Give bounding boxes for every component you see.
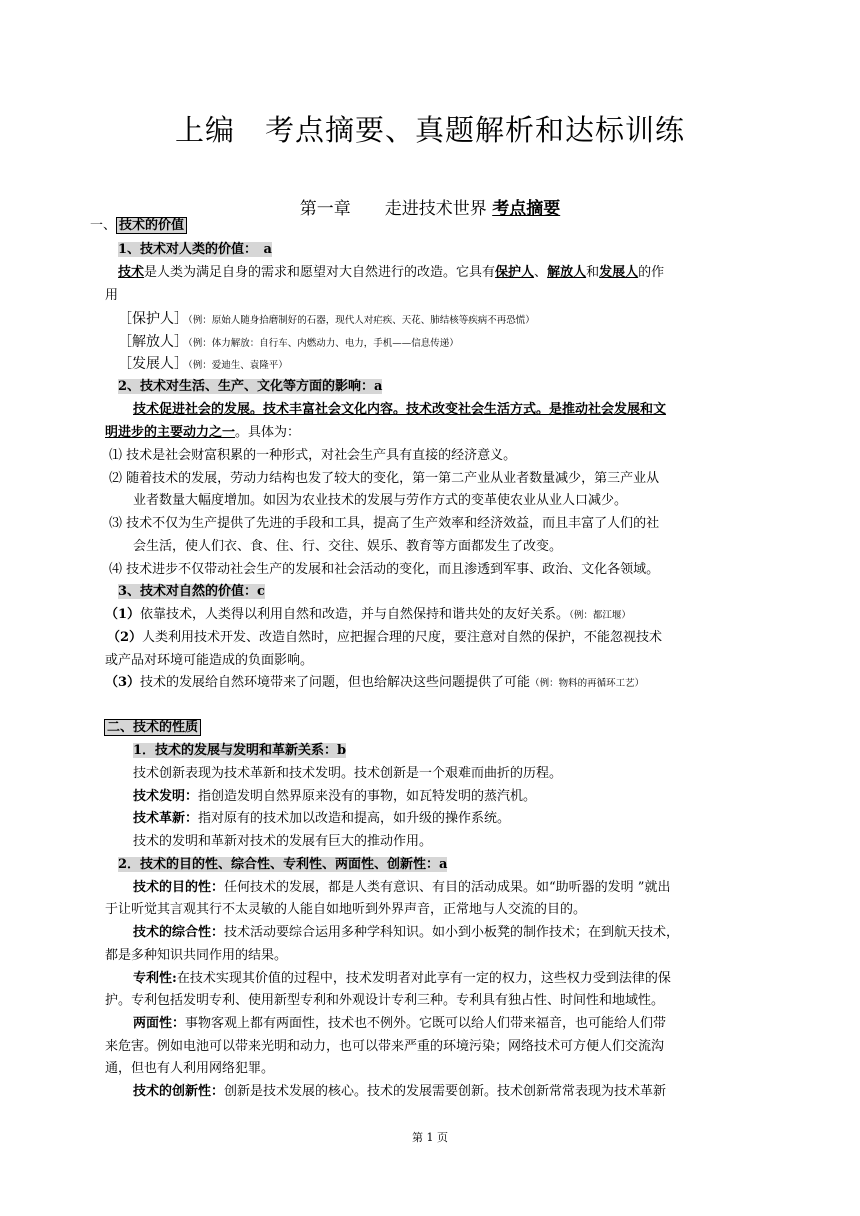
s1-paragraph-1-line-1 xyxy=(118,264,664,282)
text: 任何技术的发展，都是人类有意识、有目的活动成果。如“助听器的发明 ”就出 xyxy=(224,880,671,895)
s1-subheading-1-text: 1、技术对人类的价值： a xyxy=(118,242,272,257)
role-label: ［解放人］ xyxy=(118,334,188,350)
text: 在技术实现其价值的过程中，技术发明者对此享有一定的权力，这些权力受到法律的保 xyxy=(176,971,671,986)
list-text: 随着技术的发展，劳动力结构也发了较大的变化，第一第二产业从业者数量减少，第三产业从 xyxy=(126,471,660,486)
text: 创新是技术发展的核心。技术的发展需要创新。技术创新常常表现为技术革新 xyxy=(224,1084,667,1099)
nature-item-3 xyxy=(105,674,644,693)
s1-paragraph-2-line-1: 技术促进社会的发展。技术丰富社会文化内容。技术改变社会生活方式。是推动社会发展和文 xyxy=(133,402,667,417)
chapter-title: 第一章 走进技术世界 xyxy=(299,199,487,219)
list-item-2-cont: 业者数量大幅度增加。如因为农业技术的发展与劳作方式的变革使农业从业人口减少。 xyxy=(133,493,628,508)
section-1-number: 一、 xyxy=(90,218,117,233)
text: 指创造发明自然界原来没有的事物，如瓦特发明的蒸汽机。 xyxy=(198,789,537,804)
list-text: 技术不仅为生产提供了先进的手段和工具，提高了生产效率和经济效益，而且丰富了人们的社 xyxy=(126,516,660,531)
item-number: （2） xyxy=(107,630,143,645)
term-develop: 发展人 xyxy=(599,265,639,280)
property-purpose xyxy=(133,879,670,897)
text: 技术活动要综合运用多种学科知识。如小到小板凳的制作技术；在到航天技术， xyxy=(224,925,680,940)
s1-subheading-1 xyxy=(118,241,272,259)
page-title: 上编 考点摘要、真题解析和达标训练 xyxy=(174,113,685,147)
list-item-4 xyxy=(109,561,659,579)
role-label: ［保护人］ xyxy=(118,311,188,327)
s1-subheading-2 xyxy=(118,378,382,396)
s1-subheading-3-text: 3、技术对自然的价值：c xyxy=(118,584,265,599)
s2-text-1: 技术创新表现为技术革新和技术发明。技术创新是一个艰难而曲折的历程。 xyxy=(133,766,563,781)
term: 技术革新： xyxy=(133,811,199,826)
s2-text-3 xyxy=(133,810,510,828)
nature-item-1 xyxy=(105,606,631,625)
list-marker: ⑵ xyxy=(109,471,123,486)
role-protect xyxy=(118,310,535,330)
property-patent xyxy=(133,970,671,988)
property-duality-cont-2: 通，但也有人利用网络犯罪。 xyxy=(105,1061,275,1076)
section-1-heading xyxy=(90,217,187,235)
s1-subheading-2-text: 2、技术对生活、生产、文化等方面的影响：a xyxy=(118,379,383,394)
text: 事物客观上都有两面性，技术也不例外。它既可以给人们带来福音，也可能给人们带 xyxy=(185,1016,667,1031)
property-innovation xyxy=(133,1083,666,1101)
s2-subheading-2-text: 2．技术的目的性、综合性、专利性、两面性、创新性：a xyxy=(118,857,448,872)
s2-text-4: 技术的发明和革新对技术的发展有巨大的推动作用。 xyxy=(133,834,433,849)
term-liberate: 解放人 xyxy=(547,265,587,280)
term: 技术的综合性： xyxy=(133,925,225,940)
text: 指对原有的技术加以改造和提高，如升级的操作系统。 xyxy=(198,811,511,826)
role-label: ［发展人］ xyxy=(118,356,188,372)
item-number: （3） xyxy=(105,675,141,690)
property-comprehensive-cont: 都是多种知识共同作用的结果。 xyxy=(105,948,288,963)
role-example: （例：体力解放：自行车、内燃动力、电力，手机——信息传递） xyxy=(188,338,459,349)
text: 和 xyxy=(586,265,600,280)
role-example: （例：原始人随身拾磨制好的石器，现代人对疟疾、天花、肺结核等疾病不再恐慌） xyxy=(188,315,535,326)
chapter-subtitle: 考点摘要 xyxy=(492,199,561,219)
s2-subheading-1 xyxy=(133,742,346,760)
text: 是人类为满足自身的需求和愿望对大自然进行的改造。它具有 xyxy=(144,265,496,280)
text: 的作 xyxy=(638,265,665,280)
property-comprehensive xyxy=(133,924,679,942)
term-protect: 保护人 xyxy=(495,265,535,280)
list-text: 技术进步不仅带动社会生产的发展和社会活动的变化，而且渗透到军事、政治、文化各领域。 xyxy=(126,562,660,577)
role-liberate xyxy=(118,333,459,353)
s1-subheading-3 xyxy=(118,583,265,601)
chapter-heading xyxy=(0,194,860,219)
s2-subheading-2 xyxy=(118,856,447,874)
list-item-3-cont: 会生活，使人们衣、食、住、行、交往、娱乐、教育等方面都发生了改变。 xyxy=(133,539,563,554)
list-marker: ⑴ xyxy=(109,448,123,463)
role-example: （例：爱迪生、袁隆平） xyxy=(188,360,288,371)
term: 技术的创新性： xyxy=(133,1084,225,1099)
term: 技术的目的性： xyxy=(133,880,225,895)
term-technology: 技术 xyxy=(118,265,145,280)
list-item-1 xyxy=(109,447,516,465)
property-patent-cont: 护。专利包括发明专利、使用新型专利和外观设计专利三种。专利具有独占性、时间性和地域性。 xyxy=(105,993,665,1008)
emphasis: 明进步的主要动力之一 xyxy=(105,425,236,440)
item-text: 依靠技术，人类得以利用自然和改造，并与自然保持和谐共处的友好关系。 xyxy=(140,607,570,622)
page-number: 第 1 页 xyxy=(412,1131,448,1144)
list-marker: ⑶ xyxy=(109,516,123,531)
term: 专利性: xyxy=(133,971,177,986)
text: 、 xyxy=(534,265,548,280)
s1-paragraph-2-line-2 xyxy=(105,424,300,442)
list-item-2 xyxy=(109,470,659,488)
s1-paragraph-1-line-2: 用 xyxy=(105,288,119,303)
s2-text-2 xyxy=(133,788,536,806)
item-text: 人类利用技术开发、改造自然时，应把握合理的尺度，要注意对自然的保护，不能忽视技术 xyxy=(142,630,663,645)
term: 技术发明： xyxy=(133,789,199,804)
property-purpose-cont: 于让听觉其言观其行不太灵敏的人能自如地听到外界声音，正常地与人交流的目的。 xyxy=(105,902,587,917)
list-text: 技术是社会财富积累的一种形式，对社会生产具有直接的经济意义。 xyxy=(126,448,517,463)
nature-item-2 xyxy=(107,629,662,647)
text: 。具体为： xyxy=(235,425,301,440)
item-number: （1） xyxy=(105,607,141,622)
list-marker: ⑷ xyxy=(109,562,123,577)
nature-item-2-cont: 或产品对环境可能造成的负面影响。 xyxy=(105,653,314,668)
term: 两面性： xyxy=(133,1016,186,1031)
section-2-title: 二、技术的性质 xyxy=(104,719,201,736)
item-example: （例：物料的再循环工艺） xyxy=(530,678,645,689)
property-duality-cont-1: 来危害。例如电池可以带来光明和动力，也可以带来严重的环境污染；网络技术可方便人们交流沟 xyxy=(105,1039,665,1054)
item-example: （例：都江堰） xyxy=(569,610,631,621)
list-item-3 xyxy=(109,515,659,533)
property-duality xyxy=(133,1015,666,1033)
s2-subheading-1-text: 1．技术的发展与发明和革新关系：b xyxy=(133,743,347,758)
item-text: 技术的发展给自然环境带来了问题，但也给解决这些问题提供了可能 xyxy=(140,675,531,690)
section-2-heading xyxy=(104,719,201,737)
role-develop xyxy=(118,355,288,375)
section-1-title: 技术的价值 xyxy=(116,217,187,234)
